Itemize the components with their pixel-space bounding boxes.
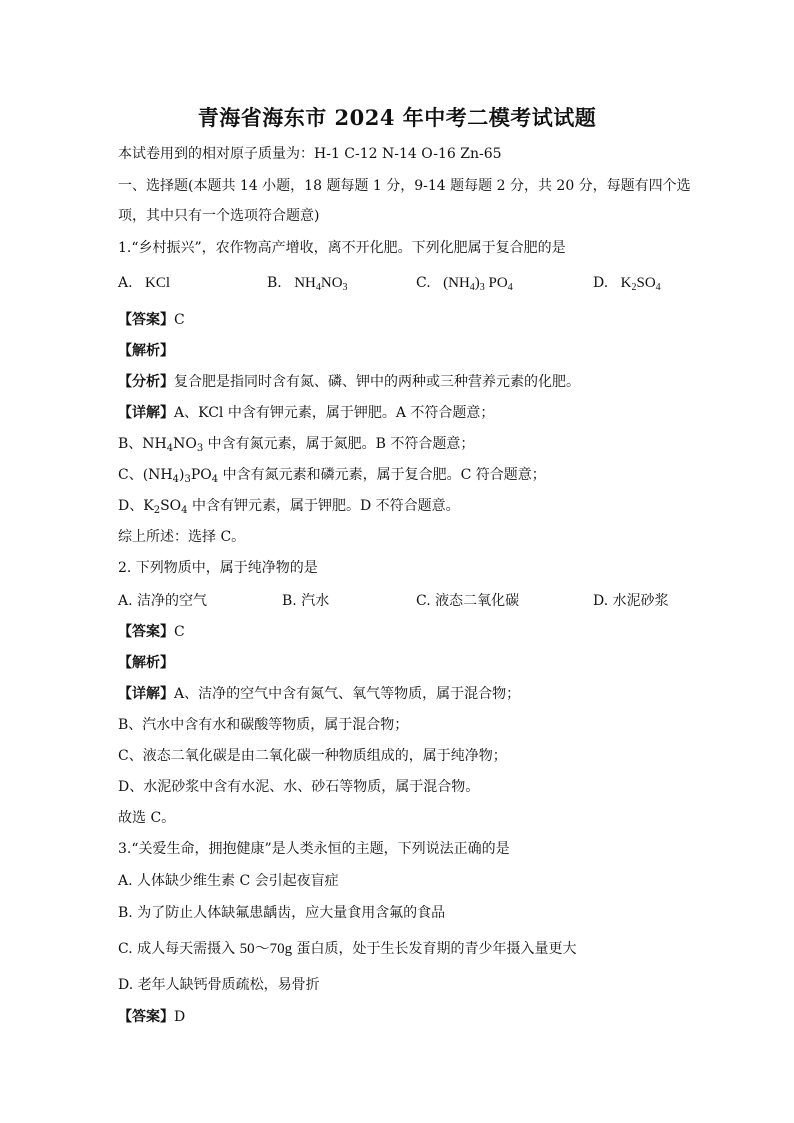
- q1-detail-a: 【详解】A、KCl 中含有钾元素，属于钾肥。A 不符合题意；: [118, 405, 495, 421]
- q1-option-a: [118, 273, 170, 293]
- page-title: 青海省海东市 2024 年中考二模考试试题: [197, 105, 597, 130]
- q2-analysis-label: 【解析】: [118, 655, 174, 671]
- q1-option-a-formula: KCl: [145, 275, 171, 291]
- q2-option-b: B. 汽水: [282, 593, 330, 609]
- q3-stem: 3.“关爱生命，拥抱健康”是人类永恒的主题，下列说法正确的是: [118, 841, 510, 857]
- q2-stem: 2. 下列物质中，属于纯净物的是: [118, 560, 318, 576]
- q1-summary: 综上所述：选择 C。: [118, 529, 246, 545]
- q3-option-b: B. 为了防止人体缺氟患龋齿，应大量食用含氟的食品: [118, 905, 446, 921]
- section-heading-line2: 项，其中只有一个选项符合题意): [118, 208, 320, 224]
- q1-analysis-label: 【解析】: [118, 343, 174, 359]
- q1-option-b-letter: B.: [267, 275, 282, 291]
- q2-detail-d: D、水泥砂浆中含有水泥、水、砂石等物质，属于混合物。: [118, 779, 480, 795]
- q1-answer: 【答案】C: [118, 312, 185, 328]
- q2-answer: 【答案】C: [118, 624, 185, 640]
- q1-detail-b: B、$NH_4NO_3$ 中含有氮元素，属于氮肥。B 不符合题意；: [118, 436, 475, 454]
- q1-option-c-letter: C.: [416, 275, 431, 291]
- q2-option-d: D. 水泥砂浆: [593, 593, 669, 609]
- section-heading-line1: 一、选择题(本题共 14 小题，18 题每题 1 分，9-14 题每题 2 分，共 20 分，每题有四个选: [118, 178, 691, 194]
- q1-detail-d: D、$K_2SO_4$ 中含有钾元素，属于钾肥。D 不符合题意。: [118, 498, 460, 516]
- q3-answer: 【答案】D: [118, 1009, 186, 1025]
- q1-stem: 1.“乡村振兴”，农作物高产增收，离不开化肥。下列化肥属于复合肥的是: [118, 240, 566, 256]
- q2-option-a: A. 洁净的空气: [118, 593, 208, 609]
- q3-option-a: A. 人体缺少维生素 C 会引起夜盲症: [118, 873, 339, 889]
- q2-detail-a: 【详解】A、洁净的空气中含有氮气、氧气等物质，属于混合物；: [118, 686, 521, 702]
- q2-summary: 故选 C。: [118, 810, 176, 826]
- q1-option-b-formula: $NH_4NO_3$: [294, 275, 348, 293]
- q3-option-d: D. 老年人缺钙骨质疏松，易骨折: [118, 977, 320, 993]
- q1-option-b: [267, 273, 348, 293]
- q2-detail-b: B、汽水中含有水和碳酸等物质，属于混合物；: [118, 717, 409, 733]
- atomic-masses-note: 本试卷用到的相对原子质量为：H-1 C-12 N-14 O-16 Zn-65: [118, 146, 502, 162]
- q1-option-a-letter: A.: [118, 275, 133, 291]
- q2-option-c: C. 液态二氧化碳: [416, 593, 520, 609]
- q1-option-c-formula: $(NH_4)_3$ $PO_4$: [443, 275, 513, 293]
- q1-detail-c: C、$(NH_4)_3PO_4$ 中含有氮元素和磷元素，属于复合肥。C 符合题意；: [118, 467, 546, 485]
- q1-option-c: [416, 273, 513, 293]
- q1-option-d-letter: D.: [593, 275, 609, 291]
- q1-option-d-formula: $K_2SO_4$: [620, 275, 661, 293]
- q3-option-c: C. 成人每天需摄入 50～70g 蛋白质，处于生长发育期的青少年摄入量更大: [118, 941, 577, 957]
- q1-fenxi: 【分析】复合肥是指同时含有氮、磷、钾中的两种或三种营养元素的化肥。: [118, 374, 580, 390]
- q2-detail-c: C、液态二氧化碳是由二氧化碳一种物质组成的，属于纯净物；: [118, 748, 507, 764]
- q1-option-d: [593, 273, 661, 293]
